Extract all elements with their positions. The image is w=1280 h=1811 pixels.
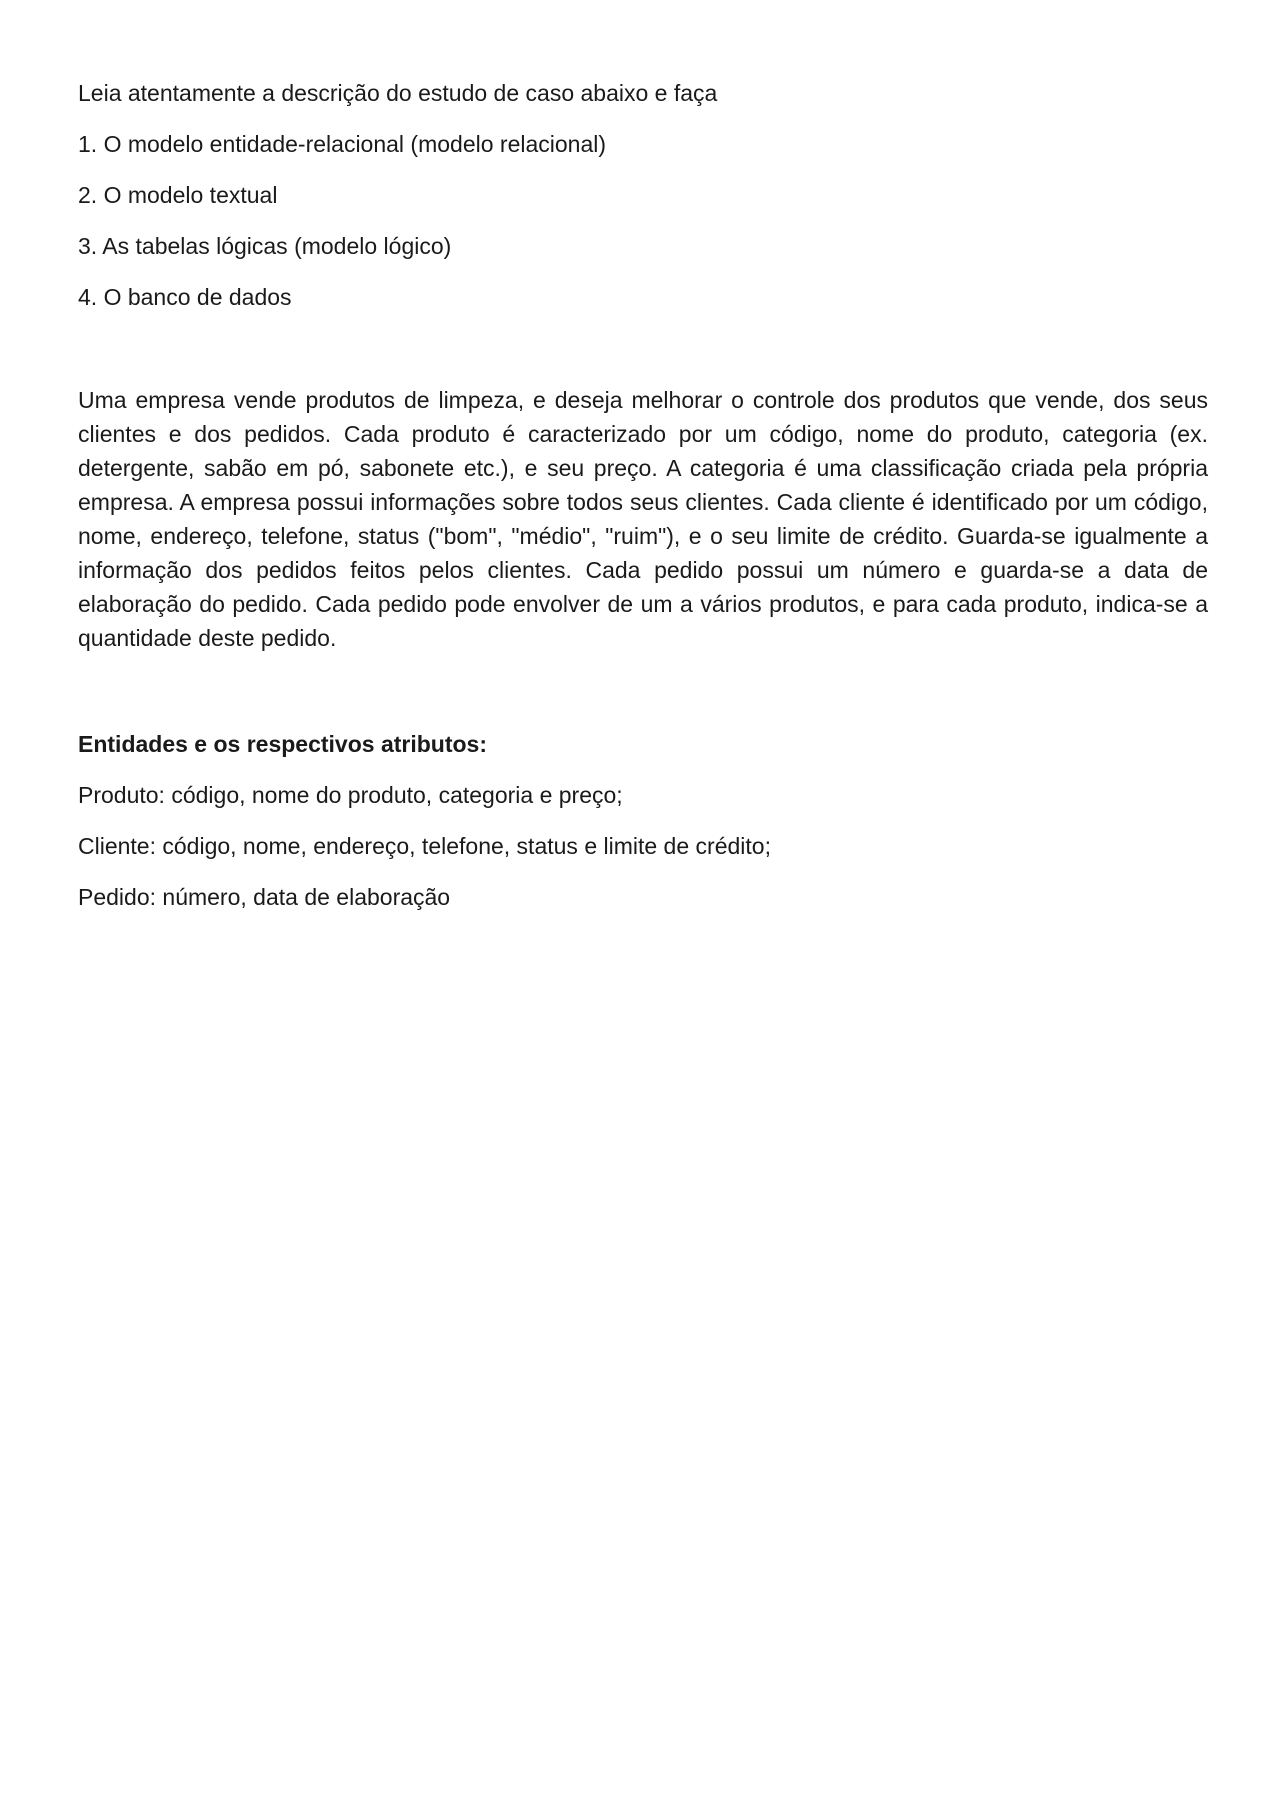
entities-heading: Entidades e os respectivos atributos: — [78, 731, 488, 757]
task-list — [78, 129, 1208, 312]
document-page — [78, 78, 1208, 933]
entity-pedido: Pedido: número, data de elaboração — [78, 884, 451, 910]
spacer — [78, 655, 1208, 729]
task-item-4: 4. O banco de dados — [78, 284, 292, 310]
task-item-3: 3. As tabelas lógicas (modelo lógico) — [78, 233, 452, 259]
entity-cliente: Cliente: código, nome, endereço, telefone, status e limite de crédito; — [78, 833, 771, 859]
task-item-1: 1. O modelo entidade-relacional (modelo relacional) — [78, 131, 607, 157]
spacer — [78, 333, 1208, 383]
case-description: Uma empresa vende produtos de limpeza, e deseja melhorar o controle dos produtos que vende, dos seus clientes e dos pedidos. Cada produto é caracterizado por um código, nome do produto, categoria (ex. detergente, sabão em pó, sabonete etc.), e seu preço. A categoria é uma classificação criada pela própria empresa. A empresa possui informações sobre todos seus clientes. Cada cliente é identificado por um código, nome, endereço, telefone, status ("bom", "médio", "ruim"), e o seu limite de crédito. Guarda-se igualmente a informação dos pedidos feitos pelos clientes. Cada pedido possui um número e guarda-se a data de elaboração do pedido. Cada pedido pode envolver de um a vários produtos, e para cada produto, indica-se a quantidade deste pedido. — [78, 387, 1208, 651]
entities-list — [78, 780, 1208, 912]
task-item-2: 2. O modelo textual — [78, 182, 278, 208]
entity-produto: Produto: código, nome do produto, categoria e preço; — [78, 782, 623, 808]
intro-text: Leia atentamente a descrição do estudo de caso abaixo e faça — [78, 80, 718, 106]
